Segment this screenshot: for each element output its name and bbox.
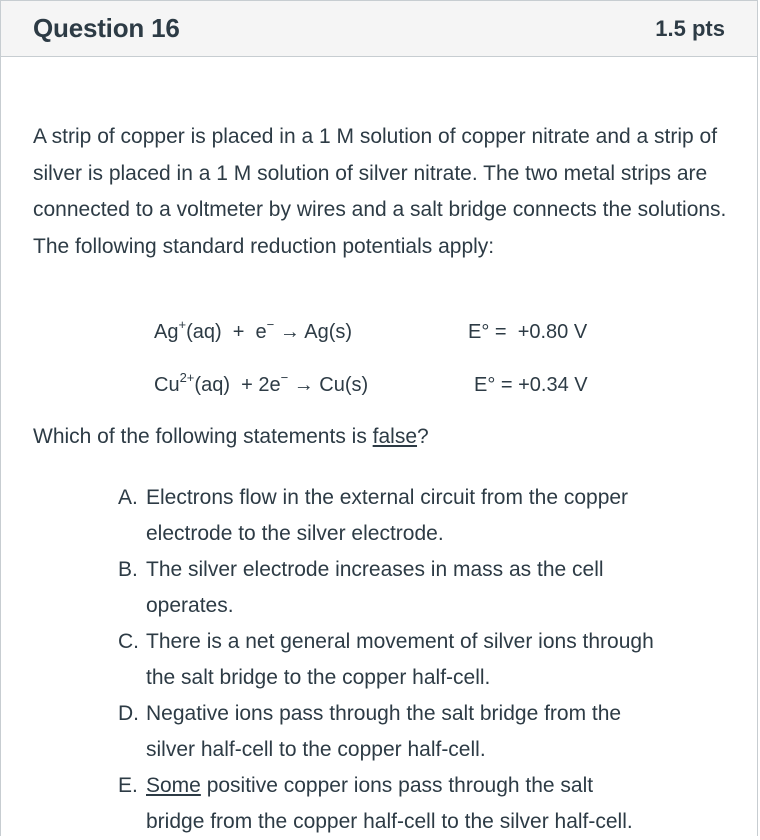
question-title: Question 16	[33, 13, 180, 43]
equation-silver-potential: E° = +0.80 V	[468, 321, 588, 343]
option-c[interactable]: C. There is a net general movement of silver ions through the salt bridge to the copper half-cell.	[118, 630, 654, 689]
option-b[interactable]: B. The silver electrode increases in mass as the cell operates.	[118, 558, 604, 617]
equation-silver-reaction: Ag+(aq) + e− → Ag(s)	[154, 317, 353, 343]
option-e[interactable]: E. Some positive copper ions pass through the salt bridge from the copper half-cell to the silver half-cell.	[118, 774, 633, 833]
equation-silver	[1, 317, 760, 351]
question-stem: A strip of copper is placed in a 1 M solution of copper nitrate and a strip of silver is placed in a 1 M solution of silver nitrate. The two metal strips are connected to a voltmeter by wires and a salt bridge connects the solutions. The following standard reduction potentials apply:	[33, 125, 727, 258]
option-a[interactable]: A. Electrons flow in the external circuit from the copper electrode to the silver electrode.	[118, 486, 629, 545]
question-prompt: Which of the following statements is false?	[33, 425, 429, 448]
question-points: 1.5 pts	[655, 15, 725, 41]
answer-options	[118, 480, 738, 840]
equation-copper-reaction: $Cu^{2+}(aq) + 2e^- \to Cu(s)$	[154, 370, 369, 396]
question-header	[1, 1, 757, 57]
equation-copper	[1, 370, 760, 404]
equation-copper-potential: E° = +0.34 V	[474, 374, 588, 396]
option-d[interactable]: D. Negative ions pass through the salt bridge from the silver half-cell to the copper half-cell.	[118, 702, 622, 761]
